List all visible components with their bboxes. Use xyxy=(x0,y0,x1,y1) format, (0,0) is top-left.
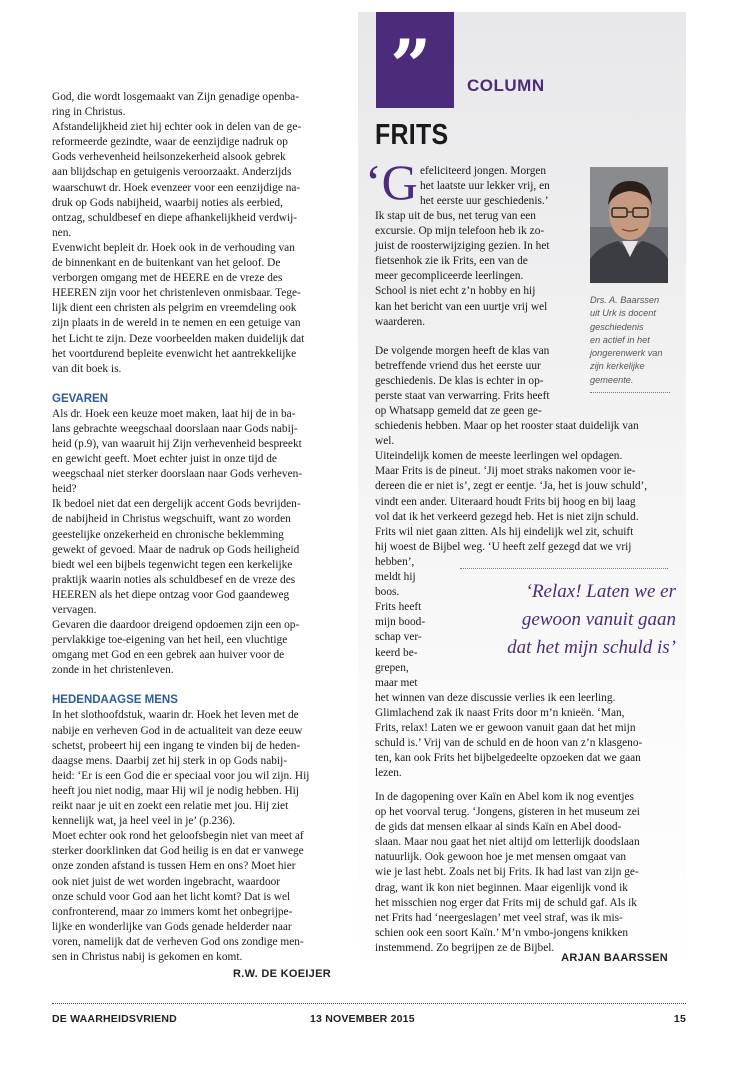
text-line: schap ver- xyxy=(375,631,422,644)
section-heading-hedendaagse-mens: HEDENDAAGSE MENS xyxy=(52,694,178,707)
text-line: instemmend. Zo begrijpen ze de Bijbel. xyxy=(375,941,555,954)
text-line: lans gebrachte weegschaal doorslaan naar Gods nabij- xyxy=(52,422,298,435)
text-line: gewekt of gevoed. Maar de nadruk op Gods heiligheid xyxy=(52,543,300,556)
text-line: Moet echter ook rond het geloofsbegin niet van meet af xyxy=(52,830,304,843)
text-line: ook niet juist de wet worden ingebracht, waardoor xyxy=(52,875,281,888)
text-line: omgang met God en een gebrek aan huiver voor de xyxy=(52,649,285,662)
text-line: het Licht te zijn. Deze voorbeelden maken duidelijk dat xyxy=(52,332,305,345)
text-line: perste staat van verwarring. Frits heeft xyxy=(375,390,550,403)
text-line: Maar Frits is de pineut. ‘Jij moet straks nakomen voor ie- xyxy=(375,465,636,478)
text-line: School is niet echt z’n hobby en hij xyxy=(375,285,536,298)
section-gevaren-text xyxy=(52,407,331,679)
text-line: vindt een ander. Uiteraard houdt Frits bij hoog en bij laag xyxy=(375,495,636,508)
text-line: sen in Christus nabij is gekomen en komt. xyxy=(52,950,243,963)
left-article-column xyxy=(52,90,331,982)
text-line: ring in Christus. xyxy=(52,106,126,119)
para3 xyxy=(375,790,675,956)
text-line: Gods verhevenheid heilsonzekerheid alsook gebrek xyxy=(52,151,286,164)
column-panel xyxy=(358,12,686,977)
text-line: keerd be- xyxy=(375,646,418,659)
para2-side xyxy=(375,555,455,691)
text-line: schiedenis hebben. Maar op het rooster staat duidelijk van xyxy=(375,420,639,433)
text-line: aan blijdschap en getuigenis veroorzaakt. Anderzijds xyxy=(52,166,292,179)
text-line: het laatste uur lekker vrij, en xyxy=(420,180,550,193)
text-line: het eerste uur geschiedenis.’ xyxy=(420,195,549,208)
text-line: excursie. Op mijn telefoon heb ik zo- xyxy=(375,225,545,238)
text-line: vervagen. xyxy=(52,604,97,616)
text-line: vol dat ik het verkeerd gezegd heb. Het is niet zijn schuld. xyxy=(375,510,639,523)
text-line: Als dr. Hoek een keuze moet maken, laat hij de in ba- xyxy=(52,407,296,420)
text-line: zijn plaats in de wereld in te nemen en een getuige van xyxy=(52,317,301,330)
text-line: HEEREN als het diepe ontzag voor God gaandeweg xyxy=(52,588,290,601)
drop-cap: ‘G xyxy=(365,154,418,210)
pullquote-divider xyxy=(460,568,668,569)
text-line: schuld is.’ Vrij van de schuld en de hoon van z’n klasgeno- xyxy=(375,737,643,750)
text-line: confronterend, maar zo immers komt het onbegrijpe- xyxy=(52,905,293,918)
footer-page-number: 15 xyxy=(673,1013,686,1025)
text-line: Frits wil niet gaan zitten. Als hij eindelijk wel zit, schuift xyxy=(375,525,634,538)
text-line: wie je last hebt. Zoals net bij Frits. Ik had last van zijn ge- xyxy=(375,866,639,879)
text-line: slaan. Maar nou gaat het niet altijd om letterlijk doodslaan xyxy=(375,836,640,849)
text-line: op Whatsapp gemeld dat ze geen ge- xyxy=(375,405,542,417)
text-line: meer gecompliceerde leerlingen. xyxy=(375,270,524,283)
text-line: de gids dat mensen elkaar al sinds Kaïn en Abel dood- xyxy=(375,821,622,834)
para1-narrow xyxy=(420,164,590,209)
text-line: Gevaren die daardoor dreigend opdoemen zijn een op- xyxy=(52,619,300,632)
text-line: Uiteindelijk komen de meeste leerlingen wel opdagen. xyxy=(375,450,623,463)
text-line: hij woest de Bijbel weg. ‘U heeft zelf gezegd dat we vrij xyxy=(375,540,632,553)
text-line: kennelijk wat, ja heel veel in je’ (p.236). xyxy=(52,815,236,828)
text-line: op het voorval terug. ‘Jongens, gisteren in het museum zei xyxy=(375,806,640,819)
caption-line: jongerenwerk van xyxy=(590,348,663,359)
text-line: Ik stap uit de bus, net terug van een xyxy=(375,210,536,222)
text-line: maar met xyxy=(375,676,418,689)
text-line: efeliciteerd jongen. Morgen xyxy=(420,165,547,177)
text-line: pervlakkige toe-eigening van het heil, een vluchtige xyxy=(52,634,288,647)
column-label: COLUMN xyxy=(467,76,545,95)
text-line: voren, namelijk dat de verheven God ons zondige men- xyxy=(52,935,304,948)
text-line: biedt wel een bijbels tegenwicht tegen een kerkelijke xyxy=(52,558,293,571)
caption-line: gemeente. xyxy=(590,374,634,385)
caption-line: uit Urk is docent xyxy=(590,308,656,319)
text-line: heid: ‘Er is een God die er speciaal voor jou wil zijn. Hij xyxy=(52,769,310,782)
text-line: kan het bericht van een uurtje vrij wel xyxy=(375,300,548,313)
text-line: het winnen van deze discussie verlies ik een leerling. xyxy=(375,692,616,704)
text-line: Afstandelijkheid ziet hij echter ook in delen van de ge- xyxy=(52,121,302,134)
text-line: het voortdurend bepleite evenwicht het aantrekkelijke xyxy=(52,347,297,360)
intro-paragraphs xyxy=(52,90,331,377)
footer-publication: DE WAARHEIDSVRIEND xyxy=(52,1013,177,1025)
quote-mark-box xyxy=(376,12,454,108)
footer-date: 13 NOVEMBER 2015 xyxy=(310,1013,415,1025)
quote-mark-icon: ” xyxy=(390,23,432,108)
text-line: Evenwicht bepleit dr. Hoek ook in de verhouding van xyxy=(52,241,295,254)
text-line: wel. xyxy=(375,435,395,448)
text-line: boos. xyxy=(375,586,400,599)
para2-full xyxy=(375,404,675,555)
text-line: heid (p.9), van waaruit hij Zijn verhevenheid bespreekt xyxy=(52,437,302,450)
text-line: drag, want ik kon niet beginnen. Maar eigenlijk vond ik xyxy=(375,881,628,894)
section-hedendaagse-mens-text xyxy=(52,708,331,965)
text-line: natuurlijk. Ook gewoon hoe je met mensen omgaat van xyxy=(375,851,627,864)
caption-divider xyxy=(590,392,670,393)
text-line: onze zonden afstand is tussen Hem en ons? Moet hier xyxy=(52,860,296,873)
text-line: lijke en wonderlijke van Gods genade helderder naar xyxy=(52,920,292,933)
text-line: lijk dient een christen als pelgrim en vreemdeling ook xyxy=(52,302,297,315)
pullquote-line: gewoon vanuit gaan xyxy=(521,609,676,630)
text-line: schetst, probeert hij een ingang te vinden bij de heden- xyxy=(52,739,301,752)
caption-line: geschiedenis xyxy=(590,321,644,332)
text-line: net Frits had ‘neergeslagen’ met veel straf, was ik mis- xyxy=(375,911,623,924)
text-line: schien ook een soort Kaïn.’ M’n vmbo-jongens knikken xyxy=(375,926,629,939)
text-line: heid? xyxy=(52,483,77,496)
pullquote xyxy=(476,578,676,662)
column-title: FRITS xyxy=(375,119,449,151)
text-line: reikt naar je uit en zoekt een relatie met jou. Hij ziet xyxy=(52,800,289,813)
text-line: sterker doorklinken dat God heilig is en dat er vanwege xyxy=(52,845,304,858)
text-line: nen. xyxy=(52,226,72,239)
text-line: en gewicht geeft. Moet echter juist in onze tijd de xyxy=(52,453,277,466)
text-line: In de dagopening over Kaïn en Abel kom ik nog eventjes xyxy=(375,791,634,803)
text-line: Ik bedoel niet dat een dergelijk accent Gods bevrijden- xyxy=(52,498,301,511)
photo-caption xyxy=(590,294,674,387)
para1-rest xyxy=(375,209,585,330)
text-line: hebben’, xyxy=(375,556,415,568)
author-name-left: R.W. DE KOEIJER xyxy=(232,968,331,981)
text-line: juist de roosterwijziging gezien. In het xyxy=(375,240,550,253)
text-line: God, die wordt losgemaakt van Zijn genadige openba- xyxy=(52,91,299,103)
text-line: lezen. xyxy=(375,767,402,780)
text-line: verborgen omgang met de HEERE en de vreze des xyxy=(52,272,283,285)
text-line: geschiedenis. De klas is echter in op- xyxy=(375,375,544,388)
text-line: nabije en verheven God in de actualiteit van deze eeuw xyxy=(52,724,303,737)
text-line: HEEREN zijn voor het christenleven onmisbaar. Tege- xyxy=(52,287,301,300)
text-line: reformeerde gezindte, waar de eenzijdige nadruk op xyxy=(52,136,288,149)
text-line: heeft jou niet nodig, maar Hij wil je nodig hebben. Hij xyxy=(52,784,299,797)
caption-line: Drs. A. Baarssen xyxy=(590,295,660,305)
author-name-right: ARJAN BAARSSEN xyxy=(561,952,668,964)
text-line: ten, kan ook Frits het bijbelgedeelte opzoeken dat we gaan xyxy=(375,752,641,765)
text-line: ontzag, schuldbesef en diepe afhankelijkheid verdwij- xyxy=(52,211,298,224)
text-line: waarschuwt dr. Hoek evenzeer voor een eenzijdige na- xyxy=(52,181,301,194)
text-line: dereen die er niet is’, zegt er eentje. ‘Ja, het is jouw schuld’, xyxy=(375,480,648,493)
text-line: geestelijke onzekerheid en chronische beklemming xyxy=(52,528,284,541)
para2-end xyxy=(375,691,675,782)
text-line: het misschien nog erger dat Frits mij de schuld gaf. Als ik xyxy=(375,896,637,909)
text-line: Frits heeft xyxy=(375,601,422,614)
text-line: Glimlachend zak ik naast Frits door m’n knieën. ‘Man, xyxy=(375,707,625,720)
caption-line: en actief in het xyxy=(590,334,650,345)
para2-narrow xyxy=(375,344,585,404)
text-line: praktijk waarin noties als schuldbesef en de vreze des xyxy=(52,573,296,586)
text-line: In het slothoofdstuk, waarin dr. Hoek het leven met de xyxy=(52,709,299,722)
text-line: betreffende vriend dus het eerste uur xyxy=(375,360,541,373)
text-line: meldt hij xyxy=(375,571,416,584)
section-heading-gevaren: GEVAREN xyxy=(52,392,109,405)
text-line: waarderen. xyxy=(375,315,426,328)
text-line: de binnenkant en de buitenkant van het geloof. De xyxy=(52,257,281,270)
text-line: onze schuld voor God aan het licht komt? Dat is wel xyxy=(52,890,291,903)
footer-divider xyxy=(52,1003,686,1004)
author-photo xyxy=(590,167,668,283)
text-line: daagse mens. Daarbij zet hij sterk in op Gods nabij- xyxy=(52,754,288,767)
pullquote-line: dat het mijn schuld is’ xyxy=(507,637,676,658)
text-line: Frits, relax! Laten we er gewoon vanuit gaan dat het mijn xyxy=(375,722,636,735)
text-line: grepen, xyxy=(375,661,409,674)
caption-line: zijn kerkelijke xyxy=(590,361,645,372)
text-line: druk op Gods nabijheid, waarbij noties als eerbied, xyxy=(52,196,283,209)
text-line: De volgende morgen heeft de klas van xyxy=(375,345,550,357)
text-line: van dit boek is. xyxy=(52,362,122,375)
pullquote-line: ‘Relax! Laten we er xyxy=(525,581,676,602)
text-line: weegschaal niet sterker doorslaan naar Gods verheven- xyxy=(52,468,303,481)
text-line: zonde in het christenleven. xyxy=(52,664,174,677)
text-line: fietsenhok zie ik Frits, een van de xyxy=(375,255,528,268)
text-line: de nabijheid in Christus wegschuift, want zo worden xyxy=(52,513,291,526)
portrait-image xyxy=(590,167,668,283)
text-line: mijn bood- xyxy=(375,616,426,629)
